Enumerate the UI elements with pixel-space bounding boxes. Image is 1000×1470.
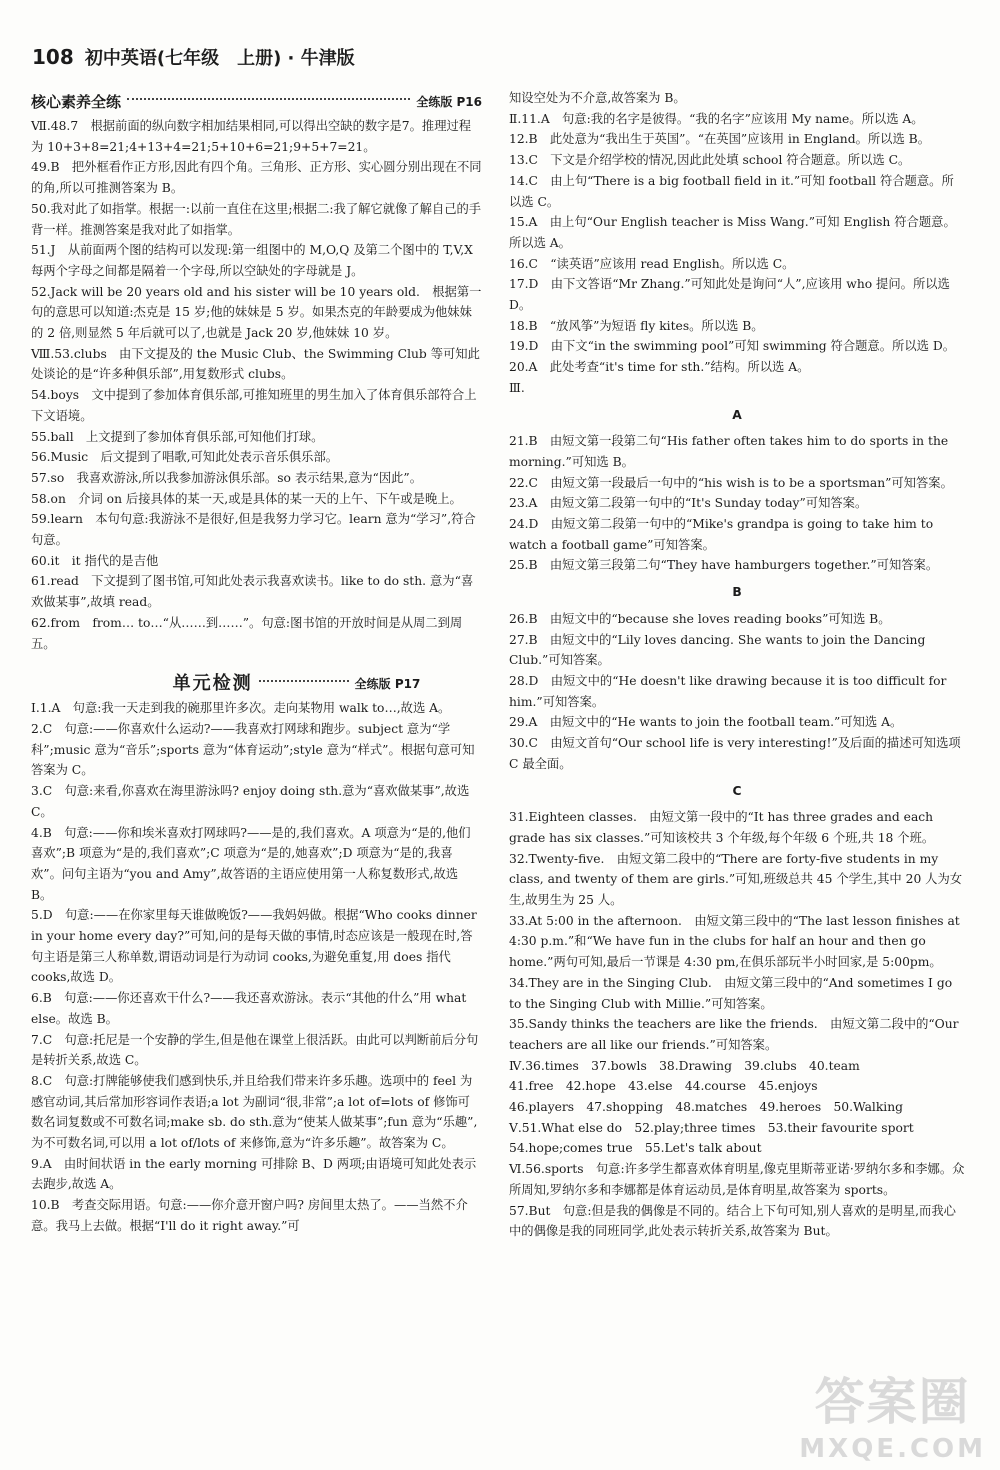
answer-item: 24.D 由短文第二段第一句中的“Mike's grandpa is going to take him to watch a football game”可知答案。: [509, 517, 934, 552]
answer-item: 62.from from… to…“从……到……”。句意:图书馆的开放时间是从周二到周五。: [31, 615, 463, 651]
answer-item: Ⅶ.48.7 根据前面的纵向数字相加结果相同,可以得出空缺的数字是7。推理过程为 10+3+8=21;4+13+4=21;5+10+6=21;9+5+7=21。: [31, 119, 472, 154]
answer-item: 14.C 由上句“There is a big football field in it.”可知 football 符合题意。所以选 C。: [509, 173, 954, 209]
answer-item: 46.players 47.shopping 48.matches 49.heroes 50.Walking: [509, 1100, 904, 1115]
passage-a-label: A: [732, 407, 742, 422]
answer-item: 15.A 由上句“Our English teacher is Miss Wang.”可知 English 符合题意。所以选 A。: [509, 215, 956, 250]
answer-item: 22.C 由短文第一段最后一句中的“his wish is to be a sportsman”可知答案。: [509, 475, 953, 490]
answer-item: 33.At 5:00 in the afternoon. 由短文第三段中的“The last lesson finishes at 4:30 p.m.”和“We have fun in the clubs for half an hour and then go home.”两句可知,最后一节课是 4:30 pm,在俱乐部玩半小时回家,是 5:00pm。: [509, 913, 960, 970]
leader-dots: [259, 680, 349, 682]
answer-item: 25.B 由短文第三段第二句“They have hamburgers together.”可知答案。: [509, 558, 939, 573]
part-iii-label: Ⅲ.: [509, 380, 525, 395]
answer-item: 30.C 由短文首句“Our school life is very interesting!”及后面的描述可知选项 C 最全面。: [509, 736, 961, 771]
section-header-core: [31, 88, 482, 116]
answer-list-core: [31, 116, 482, 654]
watermark-text: 答案圈: [814, 1373, 971, 1431]
answer-item: 19.D 由下文“in the swimming pool”可知 swimming 符合题意。所以选 D。: [509, 339, 955, 354]
answer-item: 21.B 由短文第一段第二句“His father often takes him to do sports in the morning.”可知选 B。: [509, 434, 949, 469]
answer-item: 17.D 由下文答语“Mr Zhang.”可知此处是询问“人”,应该用 who 提问。所以选 D。: [509, 277, 950, 313]
answer-list-unit: [31, 698, 482, 1236]
answer-item: 2.C 句意:——你喜欢什么运动?——我喜欢打网球和跑步。subject 意为“学科”;music 意为“音乐”;sports 意为“体育运动”;style 意为“样式”。根据句意可知答案为 C。: [31, 721, 475, 778]
page-number: 108: [32, 45, 74, 69]
answer-list-passage-a: [509, 431, 965, 576]
answer-item: 55.ball 上文提到了参加体育俱乐部,可知他们打球。: [31, 429, 324, 444]
book-title: 初中英语(七年级 上册) · 牛津版: [84, 48, 355, 69]
answer-item: 9.A 由时间状语 in the early morning 可排除 B、D 两项;由语境可知此处表示去跑步,故选 A。: [31, 1156, 477, 1192]
answer-item: 32.Twenty-five. 由短文第二段中的“There are forty-five students in my class, and twenty of them are girls.”可知,班级总共 45 个学生,其中 20 人为女生,故男生为 25 人。: [509, 851, 963, 908]
answer-item: 50.我对此了如指掌。根据一:以前一直住在这里;根据二:我了解它就像了解自己的手背一样。推测答案是我对此了如指掌。: [31, 201, 482, 237]
answer-item: 54.hope;comes true 55.Let's talk about: [509, 1141, 762, 1156]
answer-item: 28.D 由短文中的“He doesn't like drawing because it is too difficult for him.”可知答案。: [509, 673, 947, 709]
passage-c-label: C: [732, 783, 742, 798]
answer-item: 20.A 此处考查“it's time for sth.”结构。所以选 A。: [509, 360, 810, 375]
answer-item: 61.read 下文提到了图书馆,可知此处表示我喜欢读书。like to do sth. 意为“喜欢做某事”,故填 read。: [31, 574, 474, 610]
watermark-url: MXQE.COM: [799, 1434, 986, 1464]
right-column: [509, 88, 965, 1242]
answer-item: Ⅵ.56.sports 句意:许多学生都喜欢体育明星,像克里斯蒂亚诺·罗纳尔多和李娜。众所周知,罗纳尔多和李娜都是体育运动员,是体育明星,故答案为 sports。: [509, 1162, 965, 1197]
answer-item: 51.J 从前面两个图的结构可以发现:第一组图中的 M,O,Q 及第二个图中的 T,V,X 每两个字母之间都是隔着一个字母,所以空缺处的字母就是 J。: [31, 243, 473, 278]
answer-item: 34.They are in the Singing Club. 由短文第三段中的“And sometimes I go to the Singing Club with Millie.”可知答案。: [509, 975, 953, 1011]
left-column: [31, 88, 482, 1237]
answer-list-passage-b: [509, 609, 965, 775]
answer-item: 56.Music 后文提到了唱歌,可知此处表示音乐俱乐部。: [31, 450, 339, 465]
answer-item: 3.C 句意:来看,你喜欢在海里游泳吗? enjoy doing sth.意为“喜欢做某事”,故选 C。: [31, 784, 470, 819]
answer-item: 27.B 由短文中的“Lily loves dancing. She wants to join the Dancing Club.”可知答案。: [509, 632, 926, 668]
answer-item: Ⅷ.53.clubs 由下文提及的 the Music Club、the Swimming Club 等可知此处谈论的是“许多种俱乐部”,用复数形式 clubs。: [31, 346, 480, 382]
section-title: 单元检测: [172, 672, 253, 694]
answer-item: 57.But 句意:但是我的偶像是不同的。结合上下句可知,别人喜欢的是明星,而我心中的偶像是我的同班同学,此处表示转折关系,故答案为 But。: [509, 1203, 956, 1239]
answer-item: 49.B 把外框看作正方形,因此有四个角。三角形、正方形、实心圆分别出现在不同的角,所以可推测答案为 B。: [31, 160, 482, 196]
answer-item: 12.B 此处意为“我出生于英国”。“在英国”应该用 in England。所以选 B。: [509, 132, 931, 147]
answer-item: 29.A 由短文中的“He wants to join the football team.”可知选 A。: [509, 715, 903, 730]
answer-item: 58.on 介词 on 后接具体的某一天,或是具体的某一天的上午、下午或是晚上。: [31, 491, 462, 506]
answer-item: 知设空处为不介意,故答案为 B。: [509, 91, 686, 105]
answer-item: 52.Jack will be 20 years old and his sister will be 10 years old. 根据第一句的意思可以知道:杰克是 15 岁;他的妹妹是 5 岁。如果杰克的年龄要成为他妹妹的 2 倍,则显然 5 年后就可以了,也就是 Jack 20 岁,他妹妹 10 岁。: [31, 284, 482, 341]
answer-item: 23.A 由短文第二段第一句中的“It's Sunday today”可知答案。: [509, 496, 868, 511]
answer-item: 8.C 句意:打牌能够使我们感到快乐,并且给我们带来许多乐趣。选项中的 feel 为感官动词,其后常加形容词作表语;a lot 为副词“很,非常”;a lot of=lots of 修饰可数名词复数或不可数名词;make sb. do sth.意为“使某人做某事”;fun 意为“乐趣”,为不可数名词,可以用 a lot of/lots of 来修饰,意为“许多乐趣”。故答案为 C。: [31, 1073, 478, 1151]
answer-item: 41.free 42.hope 43.else 44.course 45.enjoys: [509, 1079, 818, 1094]
answer-item: Ⅳ.36.times 37.bowls 38.Drawing 39.clubs 40.team: [509, 1058, 860, 1073]
answer-item: 10.B 考查交际用语。句意:——你介意开窗户吗? 房间里太热了。——当然不介意。我马上去做。根据“I'll do it right away.”可: [31, 1198, 468, 1233]
leader-dots: [127, 98, 410, 100]
answer-item: Ⅰ.1.A 句意:我一天走到我的碗那里许多次。走向某物用 walk to…,故选 A。: [31, 701, 451, 716]
section-ref: 全练版 P16: [416, 94, 482, 109]
answer-item: 4.B 句意:——你和埃米喜欢打网球吗?——是的,我们喜欢。A 项意为“是的,他们喜欢”;B 项意为“是的,我们喜欢”;C 项意为“是的,她喜欢”;D 项意为“是的,我喜欢”。问句主语为“you and Amy”,故答语的主语应使用第一人称复数形式,故选 B。: [31, 825, 471, 902]
answer-item: 57.so 我喜欢游泳,所以我参加游泳俱乐部。so 表示结果,意为“因此”。: [31, 470, 423, 485]
answer-item: 26.B 由短文中的“because she loves reading books”可知选 B。: [509, 611, 891, 626]
answer-list-passage-c: [509, 807, 965, 1242]
answer-item: 31.Eighteen classes. 由短文第一段中的“It has three grades and each grade has six classes.”可知该校共 3 个年级,每个年级 6 个班,共 18 个班。: [509, 810, 935, 845]
answer-item: 13.C 下文是介绍学校的情况,因此此处填 school 符合题意。所以选 C。: [509, 153, 911, 168]
section-title: 核心素养全练: [31, 92, 122, 111]
answer-list-part-ii: [509, 88, 965, 378]
answer-item: Ⅱ.11.A 句意:我的名字是彼得。“我的名字”应该用 My name。所以选 A。: [509, 111, 924, 126]
answer-item: 59.learn 本句句意:我游泳不是很好,但是我努力学习它。learn 意为“学习”,符合句意。: [31, 512, 476, 548]
passage-b-label: B: [732, 585, 742, 600]
answer-item: 6.B 句意:——你还喜欢干什么?——我还喜欢游泳。表示“其他的什么”用 what else。故选 B。: [31, 991, 467, 1026]
answer-item: 5.D 句意:——在你家里每天谁做晚饭?——我妈妈做。根据“Who cooks dinner in your home every day?”可知,问的是每天做的事情,时态应该是一般现在时,答句主语是第三人称单数,谓语动词是行为动词 cooks,为避免重复,用 does 指代 cooks,故选 D。: [31, 908, 477, 985]
answer-item: Ⅴ.51.What else do 52.play;three times 53.their favourite sport: [509, 1120, 914, 1135]
answer-item: 60.it it 指代的是吉他: [31, 553, 159, 568]
section-header-unit: [31, 670, 482, 698]
answer-item: 7.C 句意:托尼是一个安静的学生,但是他在课堂上很活跃。由此可以判断前后分句是转折关系,故选 C。: [31, 1032, 479, 1068]
answer-item: 54.boys 文中提到了参加体育俱乐部,可推知班里的男生加入了体育俱乐部符合上下文语境。: [31, 388, 477, 423]
page-header: [32, 44, 355, 70]
answer-item: 18.B “放风筝”为短语 fly kites。所以选 B。: [509, 318, 764, 333]
watermark-logo: [799, 1362, 986, 1464]
answer-item: 35.Sandy thinks the teachers are like the friends. 由短文第二段中的“Our teachers are all like our friends.”可知答案。: [509, 1017, 959, 1052]
section-ref: 全练版 P17: [354, 676, 421, 691]
answer-item: 16.C “读英语”应该用 read English。所以选 C。: [509, 256, 795, 271]
